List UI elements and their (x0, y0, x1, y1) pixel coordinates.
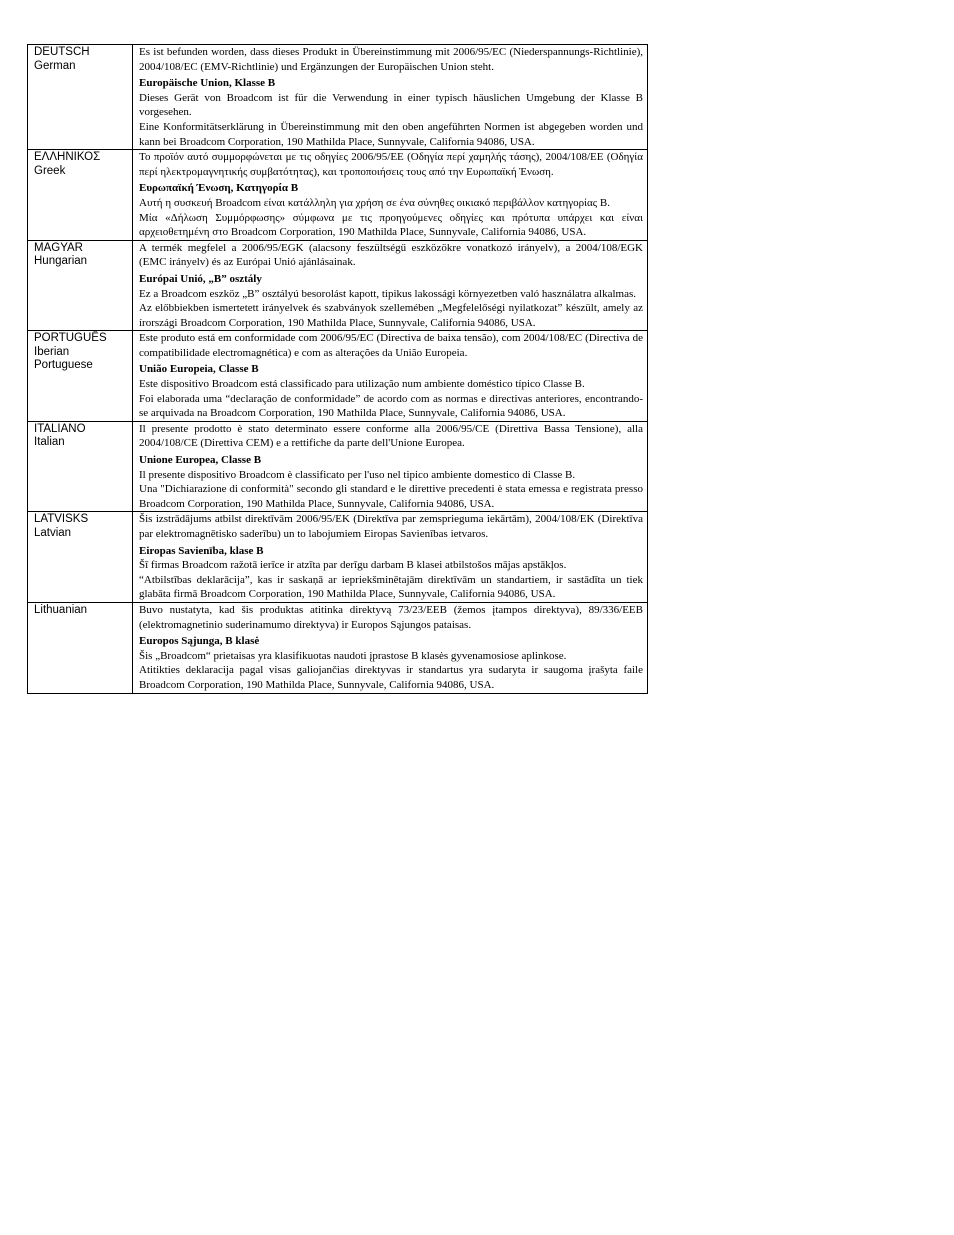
compliance-statement: Το προϊόν αυτό συμμορφώνεται με τις οδηγίες 2006/95/ΕΕ (Οδηγία περί χαμηλής τάσης), 2004/108/ΕΕ (Οδηγία περί ηλεκτρομαγνητικής συμβατότητας), και τροποποιήσεις τους από την Ευρωπαϊκή Ένωση. (139, 151, 643, 178)
device-class-statement: Dieses Gerät von Broadcom ist für die Verwendung in einer typisch häuslichen Umgebung der Klasse B vorgesehen. (139, 91, 643, 119)
language-english-name: Iberian Portuguese (34, 345, 93, 372)
conformity-declaration: Una "Dichiarazione di conformità" secondo gli standard e le direttive precedenti è stata emessa e registrata presso Broadcom Corporation, 190 Mathilda Place, Sunnyvale, California 94086, USA. (139, 483, 643, 510)
language-cell (28, 45, 133, 150)
device-class-statement: Šī firmas Broadcom ražotā ierīce ir atzīta par derīgu darbam B klasei atbilstošos mājas apstākļos. (139, 559, 567, 572)
declaration-text-cell (133, 150, 648, 241)
class-heading: Európai Unió, „B” osztály (139, 272, 262, 285)
compliance-statement: Buvo nustatyta, kad šis produktas atitinka direktyvą 73/23/EEB (žemos įtampos direktyva), 89/336/EEB (elektromagnetinio suderinamumo direktyva) ir Europos Sąjungos pataisas. (139, 603, 643, 631)
language-native-name: ITALIANO (34, 422, 86, 435)
declaration-table (27, 44, 648, 694)
class-heading: Europäische Union, Klasse B (139, 77, 276, 90)
language-native-name: Lithuanian (34, 603, 88, 616)
table-row-hu (28, 240, 648, 331)
conformity-declaration: Eine Konformitätserklärung in Übereinstimmung mit den oben angeführten Normen ist abgegeben worden und kann bei Broadcom Corporation, 190 Mathilda Place, Sunnyvale, California 94086, USA. (139, 120, 643, 148)
compliance-statement: Este produto está em conformidade com 2006/95/EC (Directiva de baixa tensão), com 2004/108/EC (Directiva de compatibilidade electromagnética) e com as alterações da União Europeia. (139, 332, 643, 359)
class-heading: Ευρωπαϊκή Ένωση, Κατηγορία B (139, 182, 299, 195)
table-row-de (28, 45, 648, 150)
conformity-declaration: Μία «Δήλωση Συμμόρφωσης» σύμφωνα με τις προηγούμενες οδηγίες και πρότυπα υπάρχει και είναι αρχειοθετημένη στο Broadcom Corporation, 190 Mathilda Place, Sunnyvale, California 94086, USA. (139, 211, 643, 239)
language-native-name: MAGYAR (34, 241, 83, 254)
conformity-declaration: Az előbbiekben ismertetett irányelvek és szabványok szellemében „Megfelelőségi nyilatkozat” készült, amely az írországi Broadcom Corporation, 190 Mathilda Place, Sunnyvale, California 94086, USA. (139, 302, 643, 329)
language-native-name: PORTUGUÊS (34, 332, 107, 345)
declaration-table-body (28, 45, 648, 694)
declaration-text-cell (133, 240, 648, 331)
declaration-text-cell (133, 602, 648, 693)
language-native-name: DEUTSCH (34, 46, 90, 58)
language-cell (28, 331, 133, 422)
class-heading: Europos Sąjunga, B klasė (139, 635, 260, 648)
compliance-statement: Es ist befunden worden, dass dieses Produkt in Übereinstimmung mit 2006/95/EC (Niederspannungs-Richtlinie), 2004/108/EC (EMV-Richtlinie) und Ergänzungen der Europäischen Union steht. (139, 46, 643, 73)
class-heading: Eiropas Savienība, klase B (139, 544, 264, 557)
language-english-name: Hungarian (34, 255, 88, 268)
language-english-name: Italian (34, 436, 65, 449)
table-row-el (28, 150, 648, 241)
language-english-name: Latvian (34, 526, 72, 539)
class-heading: União Europeia, Classe B (139, 363, 259, 376)
language-cell (28, 150, 133, 241)
compliance-statement: Šis izstrādājums atbilst direktīvām 2006/95/EK (Direktīva par zemsprieguma iekārtām), 2004/108/EK (Direktīva par elektromagnētisko saderību) un to labojumiem Eiropas Savienības ietvaros. (139, 513, 643, 540)
declaration-text-cell (133, 512, 648, 603)
conformity-declaration: “Atbilstības deklarācija”, kas ir saskaņā ar iepriekšminētajām direktīvām un standartiem, ir sastādīta un tiek glabāta firmā Broadcom Corporation, 190 Mathilda Place, Sunnyvale, California 94086, USA. (139, 573, 643, 601)
language-native-name: ΕΛΛΗΝΙΚΟΣ (34, 151, 101, 164)
device-class-statement: Šis „Broadcom“ prietaisas yra klasifikuotas naudoti įprastose B klasės gyvenamosiose aplinkose. (139, 649, 567, 662)
language-english-name: Greek (34, 164, 66, 177)
table-row-lt (28, 602, 648, 693)
table-row-it (28, 421, 648, 512)
language-native-name: LATVISKS (34, 513, 89, 526)
declaration-text-cell (133, 331, 648, 422)
class-heading: Unione Europea, Classe B (139, 454, 262, 467)
compliance-statement: Il presente prodotto è stato determinato essere conforme alla 2006/95/CE (Direttiva Bassa Tensione), alla 2004/108/CE (Direttiva CEM) e a rettifiche da parte dell'Unione Europea. (139, 422, 643, 450)
language-cell (28, 240, 133, 331)
conformity-declaration: Atitikties deklaracija pagal visas galiojančias direktyvas ir standartus yra sudaryta ir saugoma įrašyta faile Broadcom Corporation, 190 Mathilda Place, Sunnyvale, California 94086, USA. (139, 664, 643, 691)
declaration-text-cell (133, 45, 648, 150)
device-class-statement: Este dispositivo Broadcom está classificado para utilização num ambiente doméstico típico Classe B. (139, 378, 585, 391)
language-cell (28, 512, 133, 603)
language-cell (28, 421, 133, 512)
table-row-lv (28, 512, 648, 603)
declaration-text-cell (133, 421, 648, 512)
device-class-statement: Ez a Broadcom eszköz „B” osztályú besorolást kapott, tipikus lakossági környezetben való használatra alkalmas. (139, 287, 636, 300)
language-cell (28, 602, 133, 693)
table-row-pt (28, 331, 648, 422)
device-class-statement: Il presente dispositivo Broadcom è classificato per l'uso nel tipico ambiente domestico di Classe B. (139, 468, 576, 481)
compliance-statement: A termék megfelel a 2006/95/EGK (alacsony feszültségű eszközökre vonatkozó irányelv), a 2004/108/EGK (EMC irányelv) és az Európai Unió ajánlásainak. (139, 241, 643, 269)
language-english-name: German (34, 59, 76, 72)
conformity-declaration: Foi elaborada uma “declaração de conformidade” de acordo com as normas e directivas anteriores, encontrando-se arquivada na Broadcom Corporation, 190 Mathilda Place, Sunnyvale, California 94086, USA. (139, 392, 643, 420)
device-class-statement: Αυτή η συσκευή Broadcom είναι κατάλληλη για χρήση σε ένα σύνηθες οικιακό περιβάλλον κατηγορίας B. (139, 196, 610, 209)
